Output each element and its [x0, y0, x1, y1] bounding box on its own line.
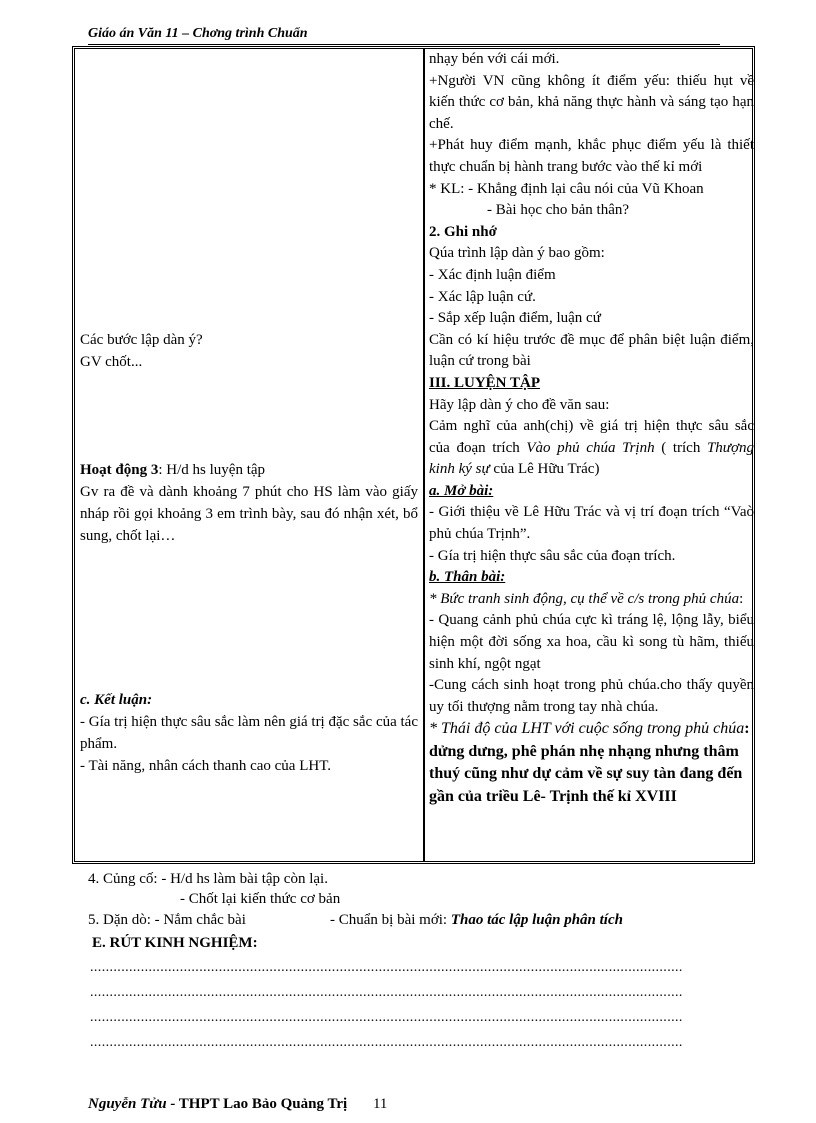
- luyentap-title: III. LUYỆN TẬP: [429, 374, 540, 391]
- para-2: +Người VN cũng không ít điểm yếu: thiếu hụt về kiến thức cơ bản, khả năng thực hành và sáng tạo hạn chế.: [429, 72, 754, 132]
- question-steps: Các bước lập dàn ý?: [80, 332, 203, 348]
- thanbai-item-4: [429, 718, 754, 808]
- dotted-line-4: ........................................................................................................................................................: [90, 1035, 683, 1050]
- mobai-title: a. Mở bài:: [429, 482, 494, 499]
- thanbai-title: b. Thân bài:: [429, 569, 506, 586]
- ghinho-item-2: - Xác lập luận cứ.: [429, 288, 536, 305]
- activity-3-rest: : H/d hs luyện tập: [158, 462, 266, 478]
- prompt-work-title: Vào phủ chúa Trịnh: [526, 439, 655, 456]
- luyentap-prompt: [429, 416, 754, 481]
- ghinho-item-1: - Xác định luận điểm: [429, 266, 556, 283]
- prompt-text-c: ( trích: [654, 439, 707, 456]
- thanbai-item-2: - Quang cảnh phủ chúa cực kì tráng lệ, lộng lẫy, biểu hiện một đời sống xa hoa, cầu kì song tù hãm, thiếu sinh khí, ngột ngạt: [429, 612, 754, 672]
- experience-title: E. RÚT KINH NGHIỆM:: [92, 935, 258, 951]
- column-divider: [423, 49, 425, 861]
- next-lesson-title: Thao tác lập luận phân tích: [450, 912, 623, 928]
- dotted-line-3: ........................................................................................................................................................: [90, 1010, 683, 1025]
- page-header: [88, 24, 720, 45]
- ghinho-intro: Qúa trình lập dàn ý bao gồm:: [429, 245, 605, 262]
- thanbai-item-4-lead: * Thái độ của LHT với cuộc sống trong phủ chúa: [429, 720, 745, 738]
- luyentap-instruction: Hãy lập dàn ý cho đề văn sau:: [429, 396, 610, 413]
- kl-line-2: - Bài học cho bản thân?: [487, 202, 630, 219]
- para-3: +Phát huy điểm mạnh, khắc phục điểm yếu là thiết thực chuẩn bị hành trang bước vào thế kỉ mới: [429, 137, 754, 175]
- school-name: THPT Lao Bảo Quảng Trị: [175, 1096, 348, 1112]
- kl-line-1: * KL: - Khẳng định lại câu nói của Vũ Khoan: [429, 180, 704, 197]
- mobai-item-2: - Gía trị hiện thực sâu sắc của đoạn trích.: [429, 547, 676, 564]
- activity-3-body: Gv ra đề và dành khoảng 7 phút cho HS làm vào giấy nháp rồi gọi khoảng 3 em trình bày, sau đó nhận xét, bổ sung, chốt lại…: [80, 484, 418, 544]
- question-block: [80, 329, 418, 373]
- teacher-conclude: GV chốt...: [80, 354, 143, 370]
- conclusion-item-1: - Gía trị hiện thực sâu sắc làm nên giá trị đặc sắc của tác phẩm.: [80, 714, 418, 752]
- dotted-line-1: ........................................................................................................................................................: [90, 960, 683, 975]
- mobai-item-1: - Giới thiệu về Lê Hữu Trác và vị trí đoạn trích “Vaò phủ chúa Trịnh”.: [429, 504, 754, 543]
- content-column: [429, 49, 754, 808]
- thanbai-item-1: [429, 589, 754, 611]
- dotted-line-2: ........................................................................................................................................................: [90, 985, 683, 1000]
- thanbai-item-1-colon: :: [739, 590, 744, 607]
- ghinho-item-3: - Sắp xếp luận điểm, luận cứ: [429, 310, 601, 327]
- ghinho-note: Cần có kí hiệu trước đề mục để phân biệt luận điểm, luận cứ trong bài: [429, 331, 754, 370]
- prompt-text-a: Cảm nghĩ của anh(chị) về giá trị hiện thực sâu sắc của đoạn trích: [429, 418, 754, 456]
- prompt-text-e: của Lê Hữu Trác): [489, 461, 600, 478]
- activity-3-label: Hoạt động 3: [80, 462, 159, 478]
- conclusion-title: c. Kết luận:: [80, 692, 153, 708]
- para-1: nhạy bén với cái mới.: [429, 51, 560, 67]
- author-name: Nguyễn Tửu -: [88, 1096, 176, 1112]
- page-number: 11: [372, 1096, 388, 1112]
- thanbai-item-1-text: * Bức tranh sinh động, cụ thể về c/s trong phủ chúa: [429, 590, 740, 607]
- homework-line: 5. Dặn dò: - Nắm chắc bài: [88, 912, 246, 928]
- ghinho-title: 2. Ghi nhớ: [429, 223, 497, 240]
- next-lesson-line: [330, 911, 623, 930]
- next-lesson-label: - Chuẩn bị bài mới:: [330, 912, 451, 928]
- thanbai-item-3: -Cung cách sinh hoạt trong phủ chúa.cho thấy quyền uy tối thượng nằm trong tay nhà chúa.: [429, 677, 754, 715]
- conclusion-item-2: - Tài năng, nhân cách thanh cao của LHT.: [80, 758, 332, 774]
- consolidation-line-2: - Chốt lại kiến thức cơ bản: [180, 891, 341, 907]
- prompt-book-title: Thượng kinh ký sự: [429, 439, 754, 478]
- activity-3-heading: [80, 459, 418, 481]
- consolidation-line-1: 4. Củng cố: - H/d hs làm bài tập còn lại.: [88, 871, 328, 887]
- header-title: Giáo án Văn 11 – Chơng trình Chuẩn: [88, 26, 308, 41]
- conclusion-block: [80, 689, 418, 777]
- thanbai-item-4-body: : dửng dưng, phê phán nhẹ nhạng nhưng thâm thuý cũng như dự cảm về sự suy tàn đang đến gần của triều Lê- Trịnh thế kỉ XVIII: [429, 720, 750, 805]
- page-footer: [88, 1096, 387, 1113]
- activity-3-block: [80, 459, 418, 547]
- lesson-table: [72, 46, 755, 864]
